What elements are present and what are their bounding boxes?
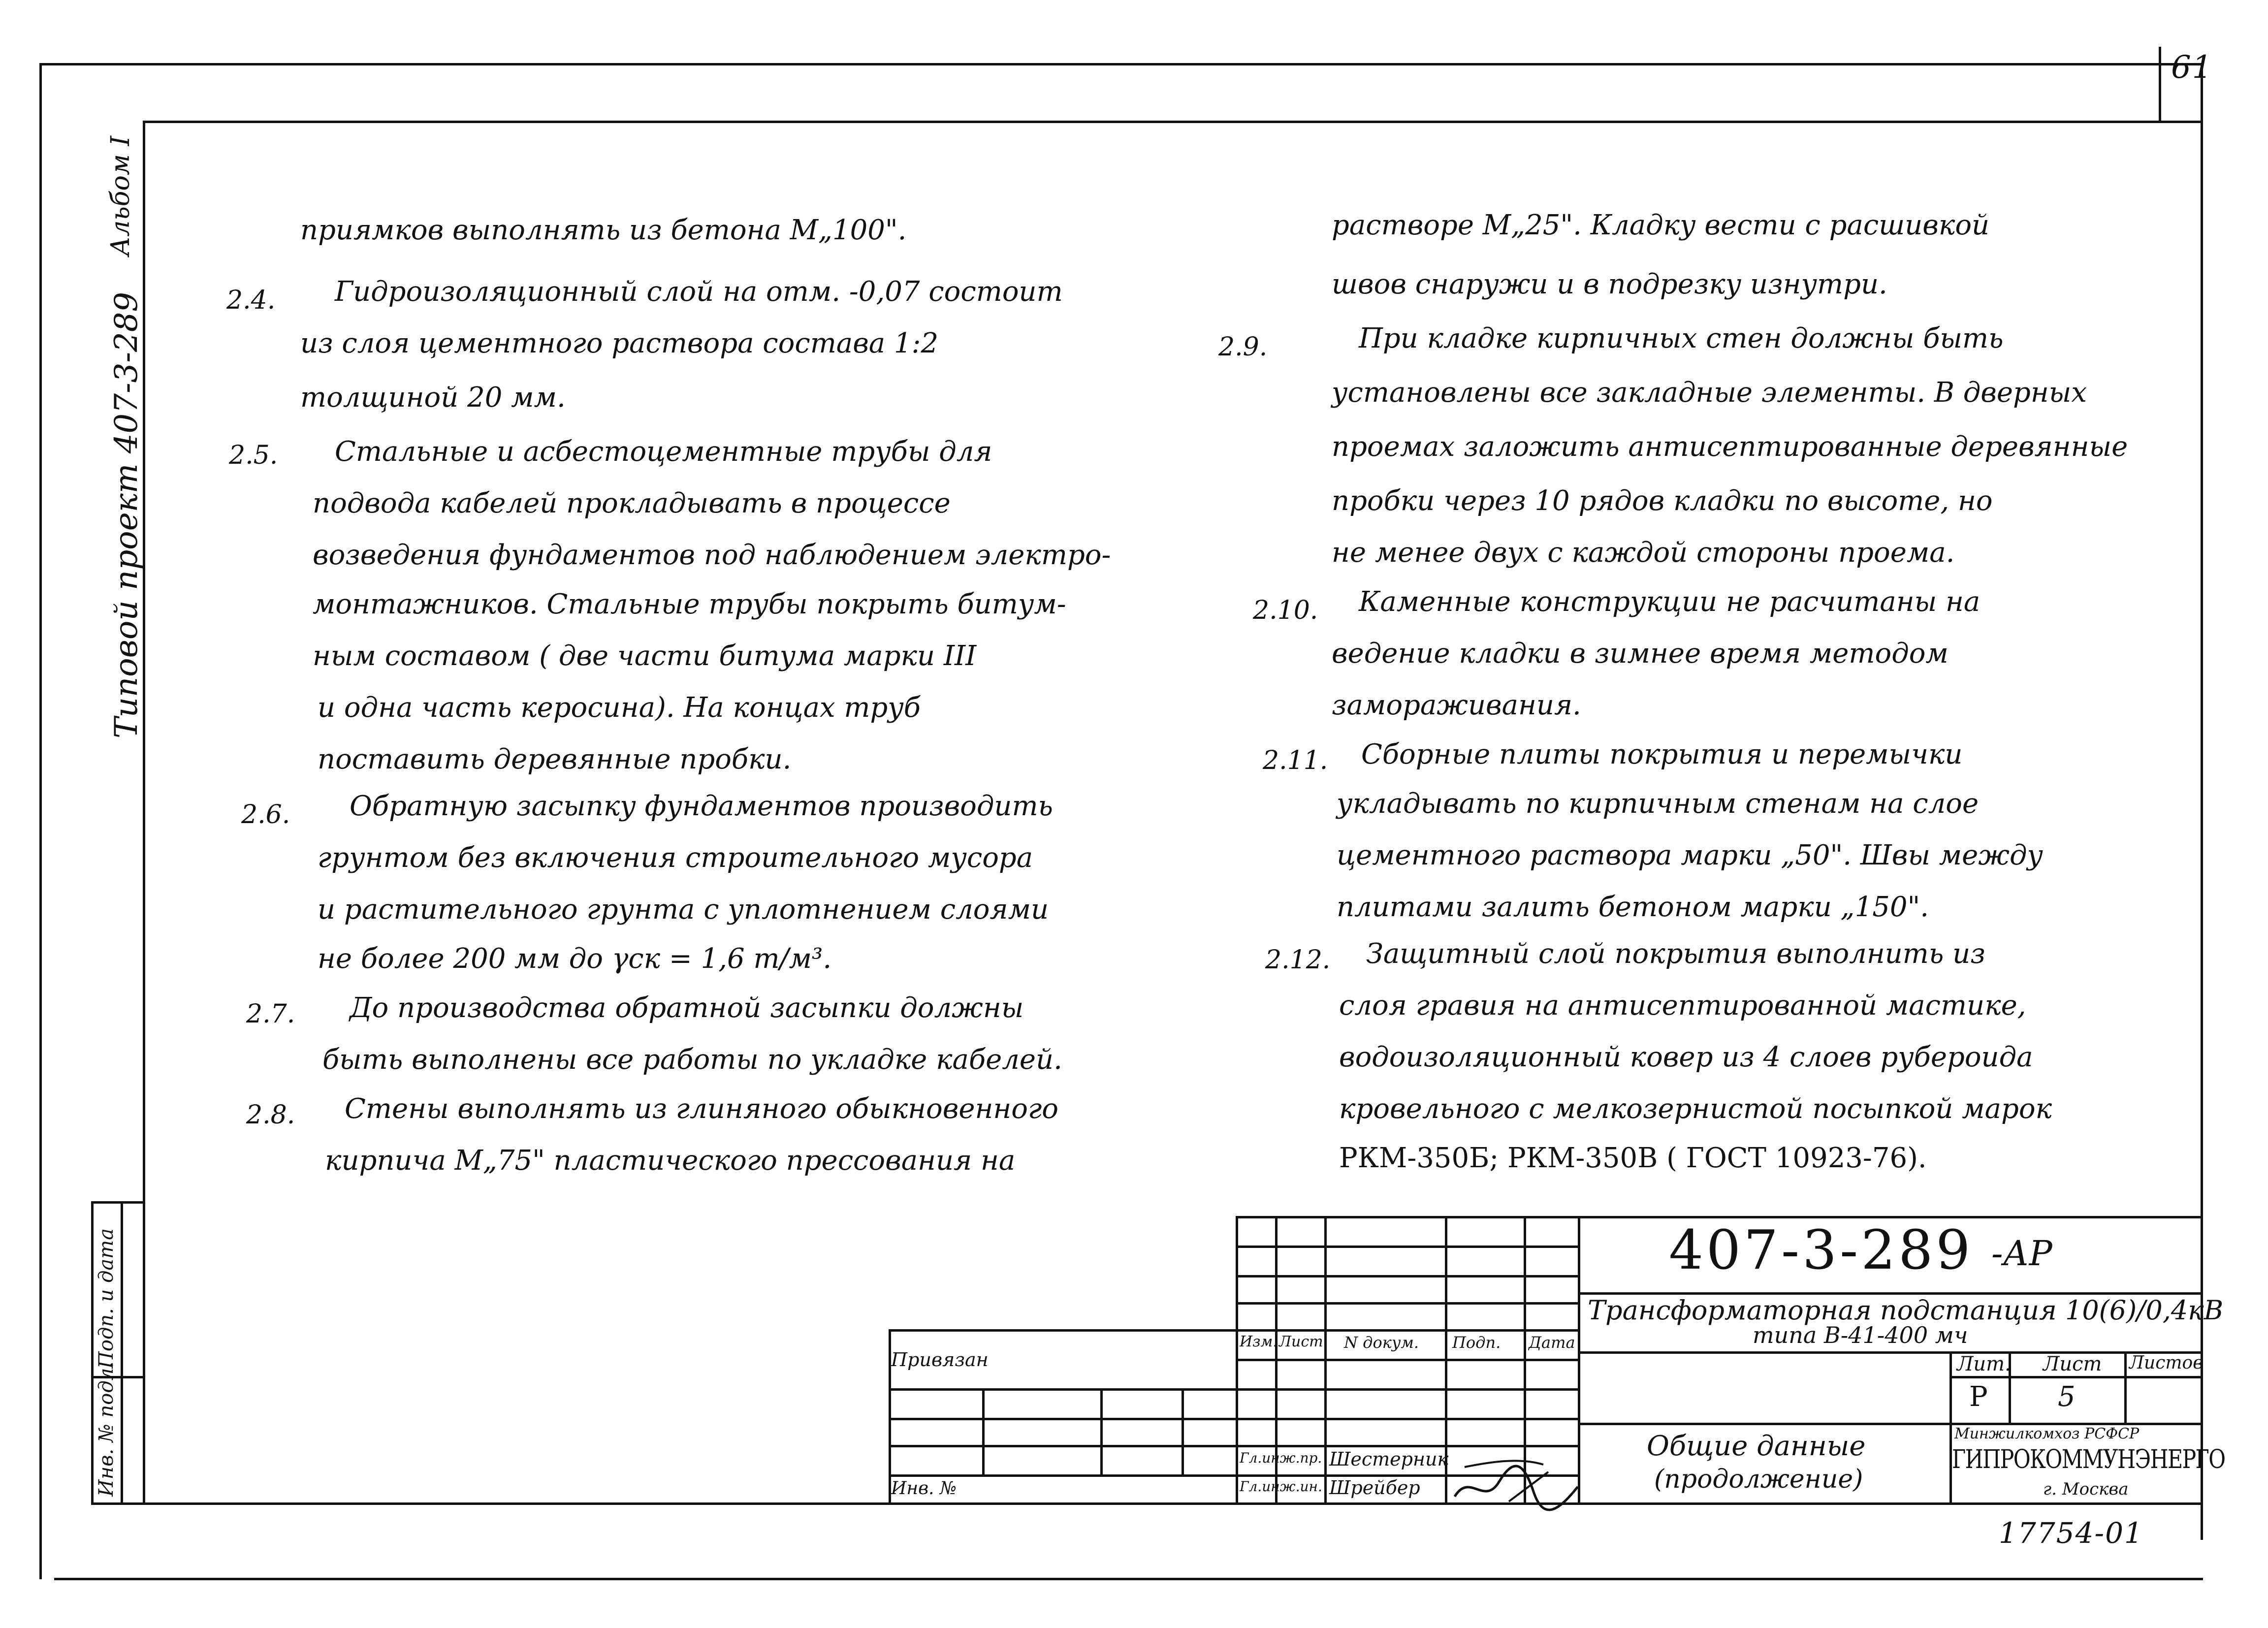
right-line: Сборные плиты покрытия и перемычки: [1361, 738, 1963, 770]
tb-grid-h: [1236, 1245, 1580, 1248]
margin-stamp-left: [91, 1201, 94, 1504]
side-label-album: Альбом I: [106, 135, 135, 256]
margin-stamp-top: [91, 1201, 145, 1204]
inner-frame-bottom: [91, 1502, 2203, 1505]
left-line: и растительного грунта с уплотнением слоями: [318, 894, 1049, 926]
left-line: подвода кабелей прокладывать в процессе: [313, 487, 951, 519]
privyazan-top: [889, 1329, 1238, 1332]
privyazan-v: [1182, 1388, 1184, 1474]
tb-title-bottom: [1578, 1351, 2203, 1354]
col-header-data: Дата: [1529, 1333, 1575, 1352]
privyazan-v: [982, 1388, 985, 1474]
left-line: поставить деревянные пробки.: [318, 743, 792, 775]
left-line: Обратную засыпку фундаментов производить: [350, 790, 1054, 822]
col-header-izm: Изм.: [1240, 1333, 1278, 1350]
left-line: ным составом ( две части битума марки III: [313, 640, 977, 672]
para-num: 2.5.: [229, 441, 278, 470]
outer-frame-top: [39, 63, 2201, 65]
sheet-name-1: Общие данные: [1647, 1430, 1866, 1462]
privyazan-h: [889, 1474, 1238, 1477]
left-line: и одна часть керосина). На концах труб: [318, 692, 921, 724]
tb-grid-h: [1236, 1388, 1580, 1391]
privyazan-v: [1100, 1388, 1103, 1474]
left-line: грунтом без включения строительного мусора: [318, 842, 1033, 874]
title-line-1: Трансформаторная подстанция 10(6)/0,4кВ: [1588, 1295, 2224, 1326]
right-line: Каменные конструкции не расчитаны на: [1359, 586, 1981, 618]
right-line: кровельного с мелкозернистой посыпкой марок: [1339, 1093, 2052, 1125]
left-line: возведения фундаментов под наблюдением электро-: [313, 539, 1111, 571]
role-1: Гл.инж.пр.: [1240, 1450, 1322, 1466]
inv-label: Инв. №: [891, 1478, 957, 1499]
left-line: До производства обратной засыпки должны: [350, 992, 1024, 1024]
tb-lit-left: [1949, 1351, 1952, 1504]
left-line: из слоя цементного раствора состава 1:2: [300, 327, 939, 359]
para-num: 2.6.: [241, 800, 290, 830]
margin-stamp-mid: [121, 1201, 123, 1504]
tb-grid-h: [1236, 1302, 1580, 1305]
side-label-project: Типовой проект 407-3-289: [108, 291, 145, 738]
left-line: толщиной 20 мм.: [300, 382, 566, 414]
left-line: Стены выполнять из глиняного обыкновенного: [345, 1093, 1058, 1125]
project-code-suffix: -АР: [1991, 1233, 2052, 1274]
tb-sheets-left: [2124, 1351, 2127, 1423]
inner-frame-top: [143, 121, 2203, 123]
right-line: проемах заложить антисептированные деревянные: [1332, 431, 2128, 463]
left-line: Стальные и асбестоцементные трубы для: [335, 436, 992, 468]
right-line: не менее двух с каждой стороны проема.: [1332, 537, 1955, 569]
page-number-box-left: [2159, 47, 2161, 121]
right-line: растворе М„25". Кладку вести с расшивкой: [1332, 209, 1990, 241]
para-num: 2.12.: [1265, 945, 1331, 975]
left-line: монтажников. Стальные трубы покрыть битум-: [313, 588, 1066, 620]
para-num: 2.9.: [1218, 332, 1268, 362]
sheet-name-2: (продолжение): [1654, 1465, 1863, 1494]
project-code: 407-3-289: [1669, 1218, 1974, 1281]
page-number: 61: [2171, 49, 2213, 86]
sheet-value: 5: [2058, 1381, 2076, 1413]
tb-lit-header-bottom: [1949, 1376, 2203, 1378]
para-num: 2.11.: [1263, 746, 1328, 775]
org-name: ГИПРОКОММУНЭНЕРГО: [1952, 1445, 2225, 1474]
right-line: пробки через 10 рядов кладки по высоте, но: [1332, 485, 1993, 517]
org-top: Минжилкомхоз РСФСР: [1954, 1425, 2140, 1442]
right-line: При кладке кирпичных стен должны быть: [1359, 322, 2004, 354]
right-line: установлены все закладные элементы. В дверных: [1332, 377, 2087, 409]
outer-frame-left: [39, 63, 42, 1579]
title-line-2: типа В-41-400 мч: [1753, 1322, 1968, 1348]
right-line: укладывать по кирпичным стенам на слое: [1337, 788, 1979, 820]
outer-frame-bottom: [54, 1578, 2203, 1580]
left-line: быть выполнены все работы по укладке кабелей.: [322, 1044, 1062, 1076]
margin-label-signature: Подп. и дата: [95, 1228, 118, 1369]
para-num: 2.7.: [246, 999, 295, 1029]
para-num: 2.8.: [246, 1100, 295, 1130]
sheets-label: Листов: [2129, 1353, 2204, 1373]
para-num: 2.4.: [226, 286, 276, 315]
privyazan-h: [889, 1418, 1238, 1420]
col-header-podp: Подп.: [1452, 1333, 1501, 1352]
right-line: замораживания.: [1332, 689, 1581, 721]
para-num: 2.10.: [1253, 596, 1318, 625]
privyazan-label: Привязан: [891, 1349, 989, 1371]
right-line: цементного раствора марки „50". Швы между: [1337, 839, 2043, 871]
left-line: приямков выполнять из бетона М„100".: [300, 214, 907, 246]
left-line: не более 200 мм до γск = 1,6 т/м³.: [318, 943, 832, 975]
right-line: водоизоляционный ковер из 4 слоев рубероида: [1339, 1041, 2033, 1073]
left-line: Гидроизоляционный слой на отм. -0,07 состоит: [335, 276, 1063, 308]
sheet-label: Лист: [2043, 1353, 2102, 1375]
privyazan-h: [889, 1388, 1238, 1391]
margin-label-inventory: Инв. № подл.: [95, 1362, 118, 1497]
footer-code: 17754-01: [1999, 1516, 2143, 1550]
right-line: Защитный слой покрытия выполнить из: [1366, 938, 1985, 970]
lit-value: Р: [1969, 1381, 1988, 1413]
right-line: швов снаружи и в подрезку изнутри.: [1332, 268, 1887, 300]
tb-grid-h: [1236, 1275, 1580, 1277]
org-city: г. Москва: [2043, 1479, 2129, 1499]
lit-label: Лит.: [1957, 1353, 2011, 1375]
col-header-list: Лист: [1279, 1333, 1323, 1350]
name-1: Шестерник: [1329, 1448, 1449, 1470]
tb-grid-h: [1236, 1418, 1580, 1420]
role-2: Гл.инж.ин.: [1240, 1478, 1322, 1495]
tb-grid-h: [1236, 1359, 1580, 1361]
col-header-ndokum: N докум.: [1344, 1333, 1419, 1352]
left-line: кирпича М„75" пластического прессования на: [325, 1145, 1016, 1177]
signature-mark: [1450, 1442, 1588, 1516]
privyazan-h: [889, 1445, 1238, 1447]
right-line: слоя гравия на антисептированной мастике,: [1339, 990, 2026, 1021]
name-2: Шрейбер: [1329, 1477, 1420, 1499]
tb-grid-h: [1236, 1329, 1580, 1332]
right-line: плитами залить бетоном марки „150".: [1337, 891, 1929, 923]
right-line: РКМ-350Б; РКМ-350В ( ГОСТ 10923-76).: [1339, 1142, 1927, 1174]
right-line: ведение кладки в зимнее время методом: [1332, 638, 1949, 670]
